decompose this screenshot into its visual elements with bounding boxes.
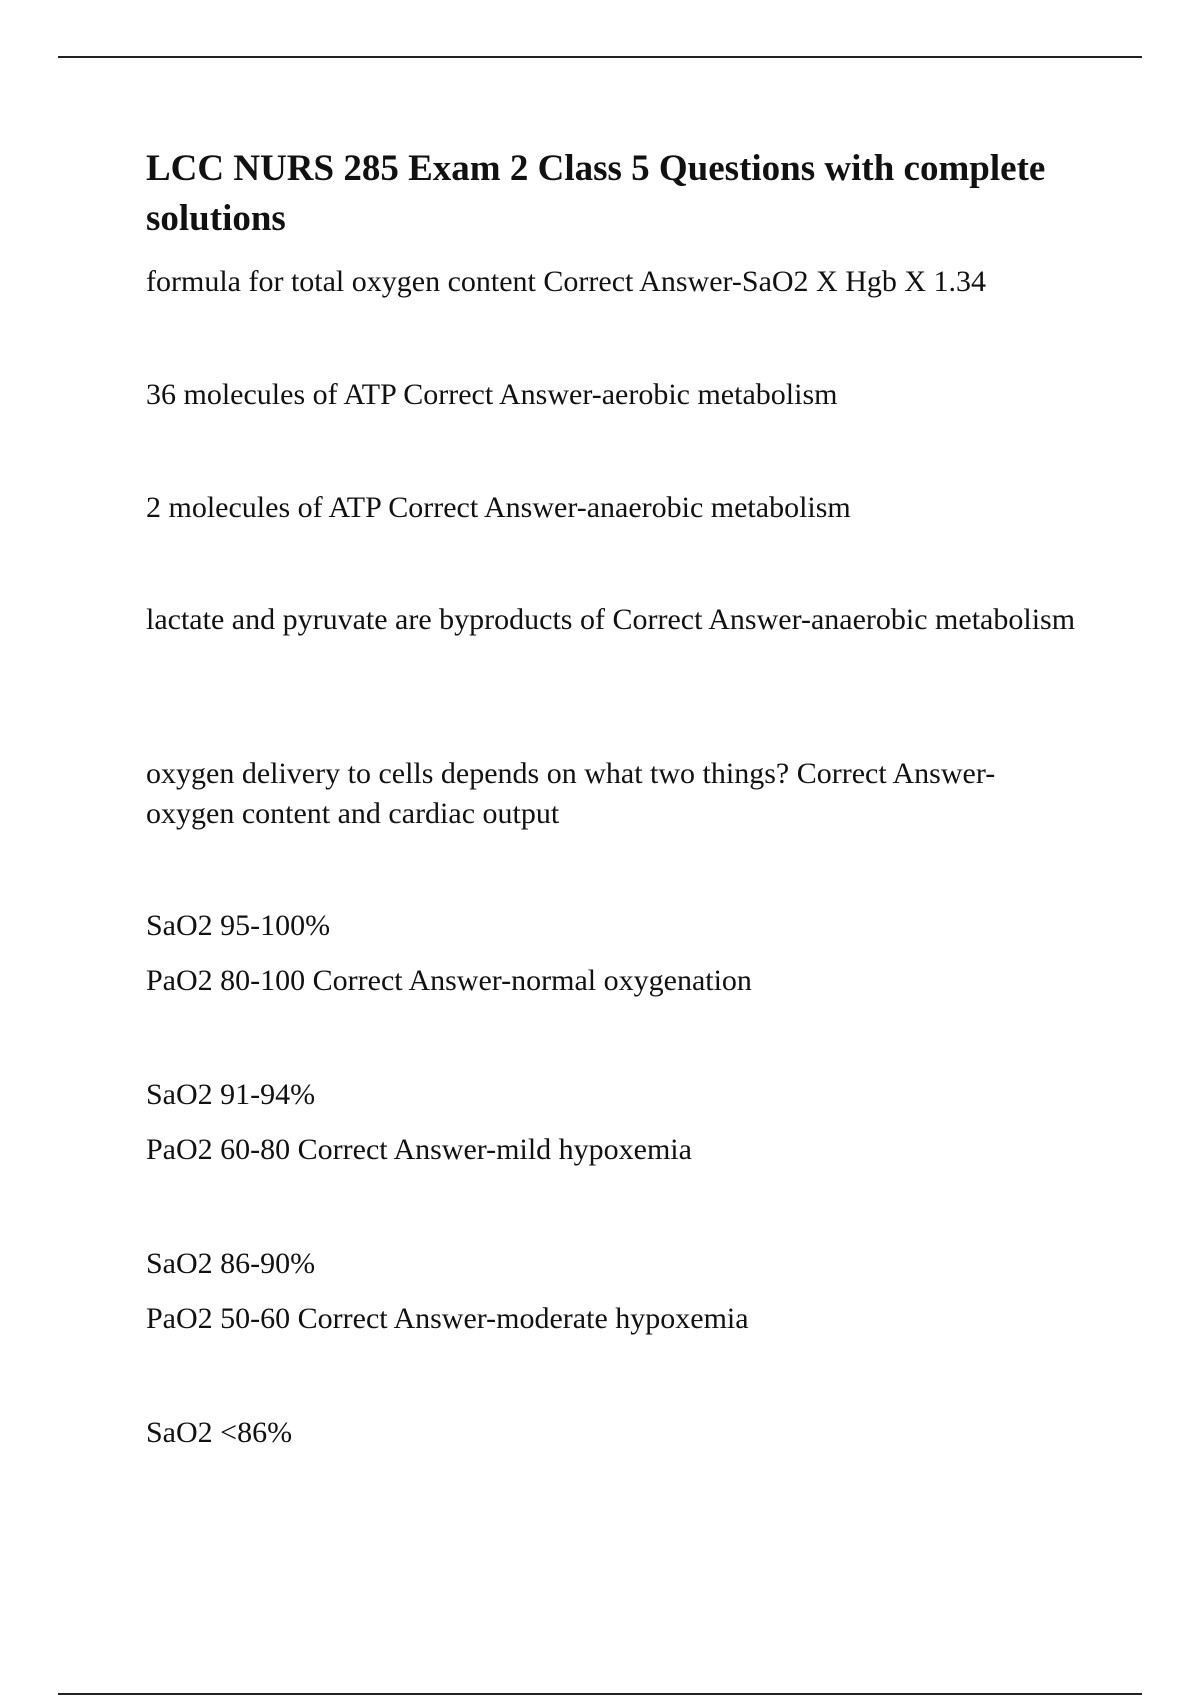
document-body — [146, 144, 1076, 244]
qa-entry-line: PaO2 80-100 Correct Answer-normal oxygenation — [146, 964, 752, 997]
qa-entry-line: PaO2 50-60 Correct Answer-moderate hypoxemia — [146, 1302, 749, 1335]
qa-entry-line: PaO2 60-80 Correct Answer-mild hypoxemia — [146, 1133, 692, 1166]
header-rule — [58, 56, 1142, 58]
qa-entry-line: SaO2 95-100% — [146, 909, 331, 942]
footer-rule — [58, 1693, 1142, 1695]
qa-entry-line: SaO2 <86% — [146, 1416, 293, 1449]
qa-entry: oxygen delivery to cells depends on what two things? Correct Answer-oxygen content and cardiac output — [146, 757, 996, 830]
document-title: LCC NURS 285 Exam 2 Class 5 Questions with complete solutions — [146, 148, 1046, 239]
qa-entry-line: SaO2 91-94% — [146, 1078, 316, 1111]
qa-entry-line: SaO2 86-90% — [146, 1247, 316, 1280]
qa-entry: 36 molecules of ATP Correct Answer-aerobic metabolism — [146, 378, 838, 411]
qa-entry: lactate and pyruvate are byproducts of Correct Answer-anaerobic metabolism — [146, 603, 1076, 636]
qa-entry: 2 molecules of ATP Correct Answer-anaerobic metabolism — [146, 491, 851, 524]
qa-entry: formula for total oxygen content Correct Answer-SaO2 X Hgb X 1.34 — [146, 265, 987, 298]
